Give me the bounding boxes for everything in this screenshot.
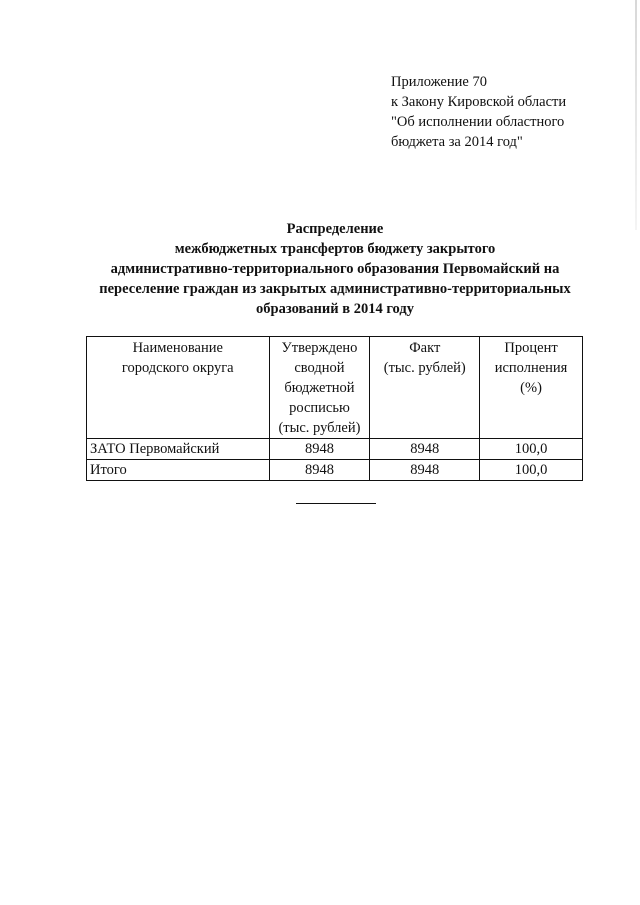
appendix-line: "Об исполнении областного: [391, 114, 565, 130]
cell-percent: 100,0: [480, 439, 583, 460]
header-text: Процент: [504, 340, 558, 356]
header-text: бюджетной: [284, 380, 355, 396]
header-text: (%): [520, 380, 542, 396]
header-approved: [269, 337, 370, 439]
header-text: (тыс. рублей): [278, 420, 361, 436]
appendix-note: [391, 72, 566, 152]
header-text: городского округа: [121, 360, 234, 376]
header-text: Наименование: [132, 340, 223, 356]
title-line: межбюджетных трансфертов бюджету закрытого: [174, 241, 496, 257]
title-line: образований в 2014 году: [256, 301, 414, 317]
document-title: [60, 219, 610, 319]
header-text: сводной: [294, 360, 345, 376]
appendix-line: Приложение 70: [391, 74, 487, 90]
cell-district: ЗАТО Первомайский: [87, 439, 270, 460]
title-line: переселение граждан из закрытых административно-территориальных: [99, 281, 571, 297]
cell-actual: 8948: [370, 439, 480, 460]
cell-approved: 8948: [269, 439, 370, 460]
header-text: Факт: [409, 340, 441, 356]
cell-district: Итого: [87, 460, 270, 481]
header-text: Утверждено: [281, 340, 358, 356]
table-row: [87, 439, 583, 460]
cell-actual: 8948: [370, 460, 480, 481]
appendix-line: к Закону Кировской области: [391, 94, 567, 110]
header-text: исполнения: [494, 360, 568, 376]
header-percent: [480, 337, 583, 439]
header-text: росписью: [289, 400, 350, 416]
header-district-name: [87, 337, 270, 439]
table-header-row: [87, 337, 583, 439]
title-line: Распределение: [286, 221, 384, 237]
end-separator-line: [296, 503, 376, 504]
title-line: административно-территориального образования Первомайский на: [110, 261, 560, 277]
transfers-table: [86, 336, 583, 481]
header-text: (тыс. рублей): [383, 360, 466, 376]
table-row-total: [87, 460, 583, 481]
cell-percent: 100,0: [480, 460, 583, 481]
header-actual: [370, 337, 480, 439]
appendix-line: бюджета за 2014 год": [391, 134, 523, 150]
cell-approved: 8948: [269, 460, 370, 481]
page-edge-shadow: [635, 0, 637, 230]
